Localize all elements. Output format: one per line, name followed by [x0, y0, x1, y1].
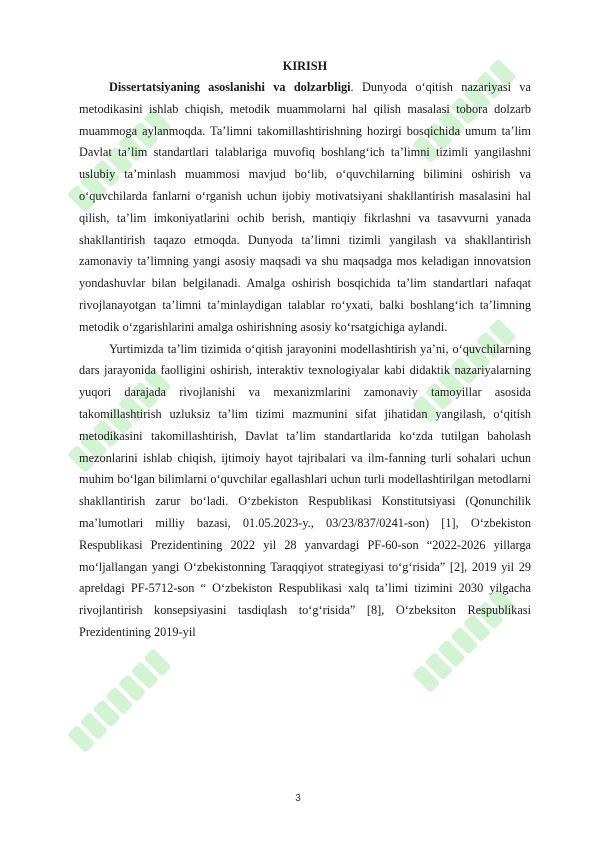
- page-number: 3: [295, 793, 301, 804]
- paragraph-2: [79, 339, 531, 644]
- paragraph-1: [79, 77, 531, 339]
- section-title: KIRISH: [282, 59, 328, 73]
- document-body: [79, 56, 531, 644]
- paragraph-2-text: Yurtimizda ta’lim tizimida o‘qitish jarayonini modellashtirish ya’ni, o‘quvchilarning dars jarayonida faolligini oshirish, interaktiv texnologiyalar kabi didaktik nazariyalarning yuqori darajada rivojlanishi va mexanizmlarini zamonaviy tamoyillar asosida takomillashtirish uzluksiz ta’lim tizimi mazmunini sifat jihatidan yangilash, o‘qitish metodikasini takomillashtirish, Davlat ta’lim standartlarida ko‘zda tutilgan baholash mezonlarini ishlab chiqish, ijtimoiy hayot tajribalari va ilm-fanning turli sohalari uchun muhim bo‘lgan bilimlarni o‘quvchilar egallashlari uchun turli modellashtirilgan metodlarni shakllantirish zarur bo‘ladi. O‘zbekiston Respublikasi Konstitutsiyasi (Qonunchilik ma’lumotlari milliy bazasi, 01.05.2023-y., 03/23/837/0241-son) [1], O‘zbekiston Respublikasi Prezidentining 2022 yil 28 yanvardagi PF-60-son “2022-2026 yillarga mo‘ljallangan yangi O‘zbekistonning Taraqqiyot strategiyasi to‘g‘risida” [2], 2019 yil 29 apreldagi PF-5712-son “ O‘zbekiston Respublikasi xalq ta’limi tizimini 2030 yilgacha rivojlantirish konsepsiyasini tasdiqlash to‘g‘risida” [8], O‘zbeksiton Respublikasi Prezidentining 2019-yil: [79, 341, 531, 639]
- paragraph-1-lead: Dissertatsiyaning asoslanishi va dolzarbligi: [109, 80, 351, 94]
- paragraph-1-text: . Dunyoda o‘qitish nazariyasi va metodikasini ishlab chiqish, metodik muammolarni hal qilish masalasi tobora dolzarb muammoga aylanmoqda. Ta’limni takomillashtirishning hozirgi bosqichida umum ta’lim Davlat ta’lim standartlari talablariga muvofiq boshlang‘ich ta’limni tizimli yangilashni uslubiy ta’minlash muammosi mavjud bo‘lib, o‘quvchilarning bilimini oshirish va o‘quvchilarda fanlarni o‘rganish uchun ijobiy motivatsiyani shakllantirish masalasini hal qilish, ta’lim imkoniyatlarini ochib berish, mantiqiy fikrlashni va tasavvurni yanada shakllantirish taqazo etmoqda. Dunyoda ta’limni tizimli yangilash va shakllantirish zamonaviy ta’limning yangi asosiy maqsadi va shu maqsadga mos keladigan innovatsion yondashuvlar bilan belgilanadi. Amalga oshirish bosqichida ta’lim standartlari nafaqat rivojlanayotgan ta’limni ta’minlaydigan talablar ro‘yxati, balki boshlang‘ich ta’limning metodik o‘zgarishlarini amalga oshirishning asosiy ko‘rsatgichiga aylandi.: [79, 80, 531, 334]
